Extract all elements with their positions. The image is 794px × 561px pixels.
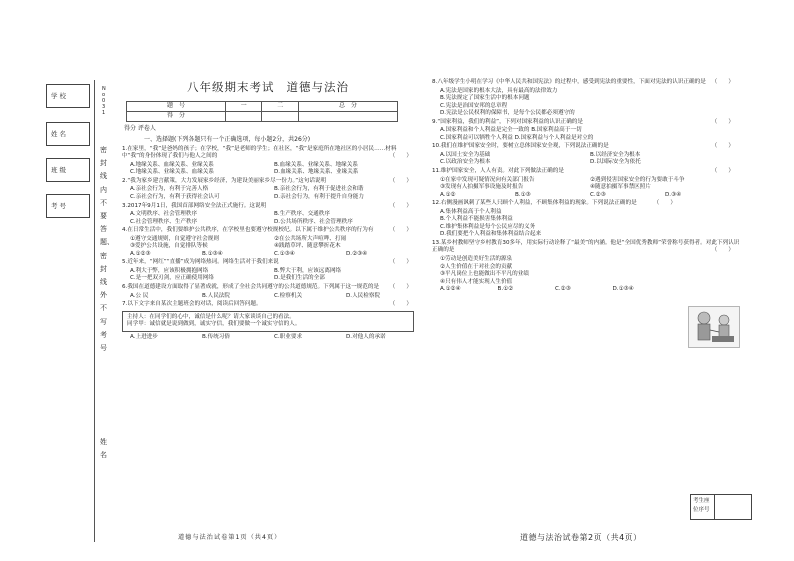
- option: ③爱护公共设施，自觉排队等候: [130, 243, 208, 250]
- option[interactable]: A.地缘关系、血缘关系、业缘关系: [130, 161, 214, 168]
- choice-options: [130, 293, 418, 301]
- option[interactable]: D.②③④: [346, 250, 368, 257]
- question-stem: 13.某乡村教师坚守乡村教育30多年，用实际行动诠释了“最美”的内涵。他是“全国优秀教师”荣誉称号获得者。对此下列认识正确的是: [432, 239, 740, 254]
- option[interactable]: B.①③④: [202, 250, 223, 257]
- question-11: [432, 168, 740, 176]
- class-label: 班级: [51, 166, 68, 174]
- option[interactable]: D.我们要把个人利益和集体利益结合起来: [440, 231, 542, 238]
- question-stem: 3.2017年9月1日，我国首部网络安全法正式施行。这说明: [122, 202, 267, 209]
- question-stem: 10.我们在维护国家安全时，要树立总体国家安全观，下列说法正确的是: [432, 143, 609, 150]
- answer-paren[interactable]: （ ）: [389, 284, 412, 290]
- seal-line: [94, 80, 95, 542]
- option: ①劳动是创造美好生活的源泉: [440, 256, 513, 263]
- option: ①在家中发现可疑情况向有关部门报告: [440, 176, 535, 183]
- option[interactable]: B.亲社会行为，有利于促进社会和谐: [274, 186, 364, 193]
- option[interactable]: C.以政治安全为根本: [440, 159, 491, 166]
- name-field[interactable]: [46, 122, 90, 146]
- option[interactable]: A.文明秩序、社会管理秩序: [130, 211, 198, 218]
- option[interactable]: A.国家利益和个人利益是完全一致的 B.国家利益高于一切: [440, 127, 582, 134]
- option[interactable]: A.利大于弊，应该积极拥抱网络: [130, 267, 209, 274]
- option[interactable]: D.以国际安全为依托: [590, 159, 641, 166]
- score-input[interactable]: [262, 111, 299, 121]
- score-table: [126, 101, 398, 122]
- answer-paren[interactable]: （ ）: [711, 118, 734, 125]
- score-cell: 题 号: [127, 101, 226, 111]
- score-cell: 一: [225, 101, 262, 111]
- options: [440, 152, 740, 167]
- question-10: [432, 143, 740, 151]
- dialog-box: [122, 311, 414, 332]
- question-stem: 12.右侧漫画讽刺了某些人只顾个人利益，不顾集体利益的现象。下列说法正确的是: [432, 200, 637, 207]
- option[interactable]: B.①②: [497, 286, 514, 293]
- option[interactable]: C.宪法是治国安邦的总章程: [440, 102, 508, 109]
- option: ③发现有人拍摄军事设施及时报告: [440, 184, 524, 191]
- option[interactable]: A.公 民: [130, 292, 149, 299]
- option[interactable]: D.③④: [665, 191, 682, 198]
- option[interactable]: A.①②④: [440, 286, 461, 293]
- option: ②遇到侵害国家安全的行为要敢于斗争: [590, 176, 685, 183]
- option[interactable]: D.血缘关系、地缘关系、业缘关系: [274, 169, 359, 176]
- title-subject: 道德与法治: [286, 80, 349, 94]
- options: [130, 211, 418, 226]
- grader-label: 得分 评卷人: [124, 124, 156, 132]
- options: [440, 127, 740, 142]
- option[interactable]: C.①③④: [274, 250, 295, 257]
- answer-paren[interactable]: （ ）: [389, 153, 412, 160]
- option[interactable]: D.人民检察院: [346, 292, 381, 299]
- question-stem: 5.近年来，“网红”“直播”成为网络热词。网络生活对于我们来说: [122, 259, 279, 266]
- option[interactable]: B.血缘关系、业缘关系、地缘关系: [274, 161, 358, 168]
- options: [440, 209, 682, 239]
- exam-number-field[interactable]: [46, 194, 90, 218]
- page-2: [428, 78, 740, 548]
- question-7: [122, 301, 418, 309]
- answer-paren[interactable]: （ ）: [711, 247, 734, 254]
- options: [440, 88, 740, 118]
- page-2-footer: 道德与法治试卷第2页（共4页）: [520, 533, 642, 543]
- question-5: [122, 259, 418, 267]
- score-input[interactable]: [299, 111, 398, 121]
- answer-paren[interactable]: （ ）: [389, 177, 412, 184]
- option: ④践踏草坪、随意攀折花木: [274, 243, 341, 250]
- score-cell: 二: [262, 101, 299, 111]
- exam-number-label: 考号: [51, 202, 68, 210]
- option[interactable]: A.①②③: [130, 250, 151, 257]
- exam-title: [118, 80, 418, 96]
- choice-options: [440, 286, 670, 294]
- option[interactable]: B.传统习俗: [202, 333, 230, 340]
- option[interactable]: C.地缘关系、业缘关系、血缘关系: [130, 169, 214, 176]
- question-3: [122, 203, 418, 211]
- school-field[interactable]: [46, 84, 90, 108]
- answer-paren[interactable]: （ ）: [711, 79, 734, 85]
- score-cell: 得 分: [127, 111, 226, 121]
- class-field[interactable]: [46, 158, 90, 182]
- school-label: 学校: [51, 92, 68, 100]
- option[interactable]: B.生产秩序、交通秩序: [274, 211, 330, 218]
- score-cell: 总 分: [299, 101, 398, 111]
- answer-paren[interactable]: （ ）: [711, 168, 734, 175]
- option[interactable]: B.个人利益不能损害集体利益: [440, 216, 513, 223]
- option[interactable]: C.检察机关: [274, 292, 303, 299]
- options: [130, 186, 418, 201]
- option[interactable]: D.宪法是公民权利的保障书，是每个公民都必须遵守的: [440, 110, 575, 117]
- question-8: [432, 79, 740, 87]
- seat-number-label: 考生座位序号: [691, 495, 715, 519]
- option[interactable]: C.②③: [590, 191, 606, 198]
- option: ④随意拍摄军事禁区照片: [590, 184, 651, 191]
- options: [440, 256, 740, 286]
- answer-paren[interactable]: （ ）: [389, 227, 412, 234]
- question-9: [432, 119, 740, 127]
- options: [130, 268, 418, 283]
- choice-options: [130, 251, 418, 259]
- options: [130, 162, 418, 177]
- option[interactable]: A.集体利益高于个人利益: [440, 208, 502, 215]
- question-stem: 8.八年级学生小明在学习《中华人民共和国宪法》的过程中，感受到宪法的重要性，下面对宪法的认识正确的是: [432, 79, 706, 85]
- answer-paren[interactable]: （ ）: [389, 301, 412, 308]
- page-1: [118, 78, 418, 548]
- choice-options: [440, 192, 740, 200]
- option[interactable]: A.上进进步: [130, 333, 158, 340]
- question-12: [432, 200, 682, 208]
- option[interactable]: C.是一把双刃剑，应正确使用网络: [130, 275, 214, 282]
- question-13: [432, 240, 740, 255]
- option: ①遵守交通规则，自觉遵守社会规则: [130, 235, 219, 242]
- option: ③平凡岗位上也能做出不平凡的业绩: [440, 271, 529, 278]
- score-row-header: [127, 101, 398, 111]
- name-label: 姓名: [51, 130, 68, 138]
- option[interactable]: A.宪法是国家的根本大法，具有最高的法律效力: [440, 87, 558, 94]
- dialog-line: 主持人：在同学们的心中，诚信是什么呢？请大家谈谈自己的看法。: [127, 313, 295, 320]
- option[interactable]: D.是我们生活的全部: [274, 275, 325, 282]
- question-1: [122, 146, 418, 161]
- dialog-line: 同学甲：诚信就是说到做到，诚实守信，我们要做一个诚实守信的人。: [127, 321, 301, 328]
- question-stem: 1.在家里，“我”是爸妈的孩子；在学校，“我”是老师的学生；在社区，“我”是家庭所在地社区的小居民……材料中“我”的身份体现了我们与他人之间的: [122, 145, 397, 160]
- option[interactable]: D.亲社会行为，有利于提升自身能力: [274, 193, 364, 200]
- seat-number-box: [690, 494, 752, 520]
- option: ②在公共场所大声喧哗、打闹: [274, 235, 347, 242]
- option[interactable]: C.社会管理秩序、生产秩序: [130, 218, 198, 225]
- option[interactable]: C.维护集体利益是每个公民应尽的义务: [440, 223, 536, 230]
- question-stem: 7.以下文字来自某次主题班会的对话，阅读后回答问题。: [122, 301, 262, 308]
- title-main: 八年级期末考试: [187, 80, 275, 94]
- option[interactable]: C.亲社会行为，有利于获得社会认可: [130, 193, 220, 200]
- choice-options: [130, 334, 418, 342]
- option[interactable]: A.①②: [440, 191, 456, 198]
- option[interactable]: B.人民法院: [202, 292, 230, 299]
- option[interactable]: B.以经济安全为根本: [590, 151, 641, 158]
- option[interactable]: D.公共场所秩序、社会管理秩序: [274, 218, 353, 225]
- option[interactable]: C.国家利益可以牺牲个人利益 D.国家利益与个人利益是对立的: [440, 134, 594, 141]
- question-stem: 6.我国在道德建设方面取得了显著成就，形成了全社会共同遵守的公共道德规范。下列属于这一规范的是: [122, 284, 380, 290]
- seal-warning-text: 密封线内不要答题、密封线外不写考号: [100, 146, 114, 353]
- question-stem: 11.维护国家安全，人人有责。对此下列做法正确的是: [432, 168, 564, 175]
- answer-paren[interactable]: （ ）: [711, 143, 734, 150]
- answer-paren[interactable]: （ ）: [389, 202, 412, 209]
- question-2: [122, 178, 418, 186]
- option: ②人生价值在于对社会的贡献: [440, 263, 513, 270]
- option[interactable]: C.职业要求: [274, 333, 303, 340]
- options: [440, 177, 740, 192]
- serial-number: No 031: [102, 86, 106, 116]
- option[interactable]: D.对他人的承诺: [346, 333, 386, 340]
- answer-paren[interactable]: （ ）: [653, 200, 676, 207]
- answer-paren[interactable]: （ ）: [389, 259, 412, 266]
- option[interactable]: B.①③: [515, 191, 531, 198]
- option[interactable]: B.宪法规定了国家生活中的根本问题: [440, 95, 530, 102]
- option[interactable]: C.②③: [555, 286, 571, 293]
- seal-name-label: 姓名: [100, 438, 107, 459]
- option[interactable]: A.亲社会行为，有利于完善人格: [130, 186, 209, 193]
- section-heading: 一、选择题(下列各题只有一个正确选项，每小题2分，共26分): [144, 135, 311, 143]
- binding-strip: [40, 78, 115, 548]
- question-4: [122, 227, 418, 235]
- question-stem: 4.在日常生活中，我们要维护公共秩序，在学校里也要遵守校规校纪。以下属于维护公共秩序的行为有: [122, 227, 374, 234]
- score-input[interactable]: [225, 111, 262, 121]
- option[interactable]: D.①③④: [612, 286, 634, 293]
- options: [130, 236, 418, 251]
- score-row-values: [127, 111, 398, 121]
- seat-number-input[interactable]: [715, 495, 751, 519]
- question-stem: 9.“国家利益，我们的利益”，下列对国家利益的认识正确的是: [432, 118, 583, 125]
- question-stem: 2.“我为家乡建言献策，大力发展家乡经济，为建设美丽家乡尽一份力。”这句话说明: [122, 177, 327, 184]
- page-1-footer: 道德与法治试卷第1页（共4页）: [178, 533, 282, 541]
- option: ④只有伟人才能实现人生价值: [440, 278, 513, 285]
- option[interactable]: B.弊大于利，应该远离网络: [274, 267, 342, 274]
- cartoon-illustration: [688, 306, 740, 348]
- question-6: [122, 284, 418, 292]
- option[interactable]: A.以国土安全为基础: [440, 151, 491, 158]
